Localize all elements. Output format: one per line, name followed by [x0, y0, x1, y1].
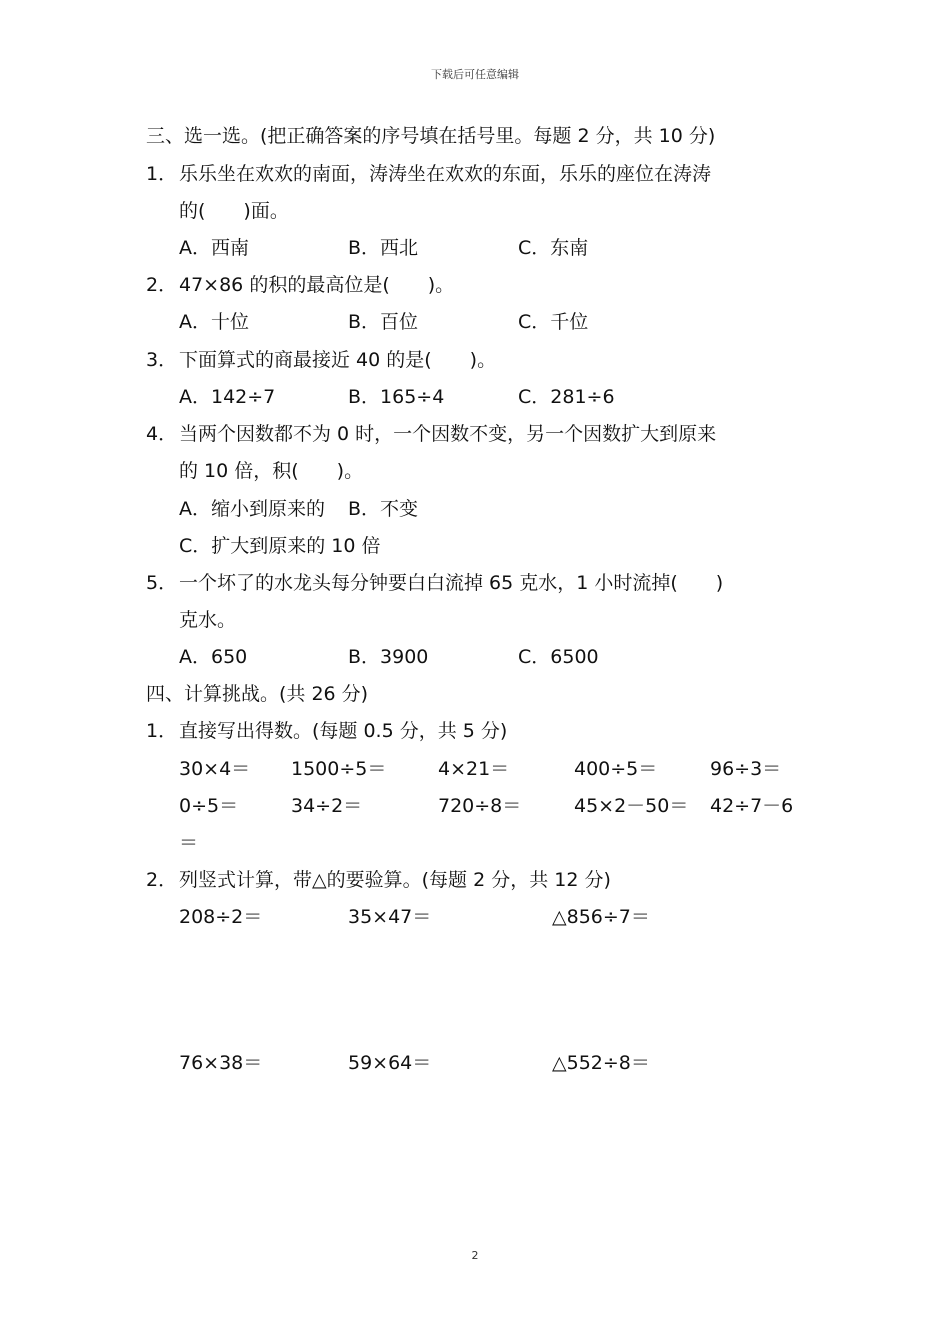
oral-calc-item: 42÷7－6: [710, 795, 794, 817]
oral-calc-item: 0÷5＝: [179, 795, 239, 817]
question-1-option-c: C．东南: [518, 237, 589, 259]
question-1-option-b: B．西北: [348, 237, 419, 259]
vertical-calc-item: △856÷7＝: [552, 906, 650, 928]
oral-calc-item: 30×4＝: [179, 758, 251, 780]
section-4-title: 四、计算挑战。(共 26 分): [146, 683, 369, 705]
question-1-option-a: A．西南: [179, 237, 249, 259]
question-2-option-b: B．百位: [348, 311, 419, 333]
oral-calc-item: 34÷2＝: [291, 795, 363, 817]
oral-calc-item: 400÷5＝: [574, 758, 658, 780]
question-5-number: 5．: [146, 572, 178, 594]
question-5-option-c: C．6500: [518, 646, 599, 668]
question-4-text-line-2: 的 10 倍，积( )。: [179, 460, 364, 482]
section-3-title: 三、选一选。(把正确答案的序号填在括号里。每题 2 分，共 10 分): [146, 125, 716, 147]
question-3-option-c: C．281÷6: [518, 386, 615, 408]
question-2-text: 47×86 的积的最高位是( )。: [179, 274, 455, 296]
part-1-title: 直接写出得数。(每题 0.5 分，共 5 分): [179, 720, 508, 742]
question-4-number: 4．: [146, 423, 178, 445]
question-5-option-a: A．650: [179, 646, 248, 668]
question-4-option-a: A．缩小到原来的: [179, 498, 325, 520]
question-5-option-b: B．3900: [348, 646, 429, 668]
part-2-number: 2．: [146, 869, 178, 891]
vertical-calc-item: △552÷8＝: [552, 1052, 650, 1074]
oral-calc-item: 4×21＝: [438, 758, 510, 780]
vertical-calc-item: 208÷2＝: [179, 906, 263, 928]
page-header: 下载后可任意编辑: [431, 68, 519, 81]
question-4-option-c: C．扩大到原来的 10 倍: [179, 535, 381, 557]
oral-calc-item: 1500÷5＝: [291, 758, 387, 780]
question-3-number: 3．: [146, 349, 178, 371]
question-2-option-c: C．千位: [518, 311, 589, 333]
question-3-text: 下面算式的商最接近 40 的是( )。: [179, 349, 497, 371]
question-1-text-line-2: 的( )面。: [179, 200, 289, 222]
question-2-number: 2．: [146, 274, 178, 296]
question-5-text-line-2: 克水。: [179, 609, 237, 631]
vertical-calc-item: 35×47＝: [348, 906, 432, 928]
question-3-option-b: B．165÷4: [348, 386, 445, 408]
page-number: 2: [471, 1249, 479, 1262]
oral-calc-item: 720÷8＝: [438, 795, 522, 817]
question-2-option-a: A．十位: [179, 311, 249, 333]
question-1-number: 1．: [146, 163, 178, 185]
part-1-number: 1．: [146, 720, 178, 742]
question-4-text-line-1: 当两个因数都不为 0 时，一个因数不变，另一个因数扩大到原来: [179, 423, 717, 445]
oral-calc-item: 96÷3＝: [710, 758, 782, 780]
oral-calc-item: 45×2－50＝: [574, 795, 689, 817]
oral-calc-item-wrap: ＝: [179, 832, 199, 854]
vertical-calc-item: 76×38＝: [179, 1052, 263, 1074]
question-4-option-b: B．不变: [348, 498, 419, 520]
question-3-option-a: A．142÷7: [179, 386, 276, 408]
vertical-calc-item: 59×64＝: [348, 1052, 432, 1074]
part-2-title: 列竖式计算，带△的要验算。(每题 2 分，共 12 分): [179, 869, 611, 891]
question-1-text-line-1: 乐乐坐在欢欢的南面，涛涛坐在欢欢的东面，乐乐的座位在涛涛: [179, 163, 712, 185]
question-5-text-line-1: 一个坏了的水龙头每分钟要白白流掉 65 克水，1 小时流掉( ): [179, 572, 724, 594]
